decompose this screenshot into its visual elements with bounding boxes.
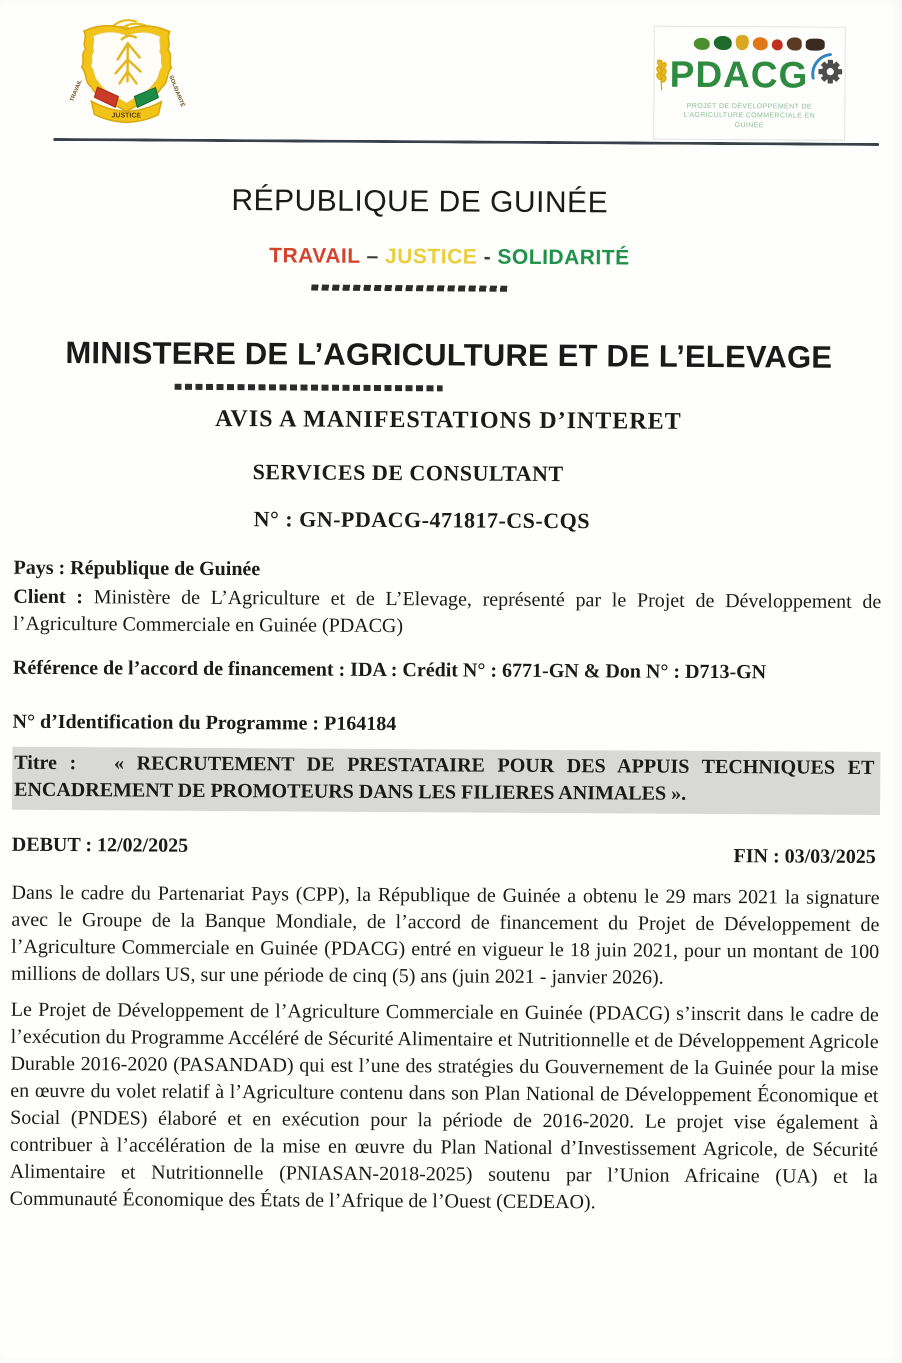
motto-dash1: – bbox=[366, 244, 379, 268]
dashed-divider bbox=[175, 384, 443, 392]
wheat-icon bbox=[654, 48, 667, 100]
client-label: Client : bbox=[13, 585, 84, 609]
title-highlight-block bbox=[12, 747, 880, 815]
pdacg-subtitle: PROJET DE DÉVELOPPEMENT DE L’AGRICULTURE COMMERCIALE EN GUINÉE bbox=[683, 102, 816, 130]
client-line bbox=[13, 584, 881, 643]
pdacg-acronym: PDACG bbox=[669, 53, 809, 96]
motto-justice: JUSTICE bbox=[385, 244, 478, 269]
gear-icon bbox=[810, 40, 845, 96]
ribbon-left-word: TRAVAIL bbox=[69, 78, 84, 103]
ribbon-right-word: SOLIDARITÉ bbox=[167, 74, 186, 108]
header bbox=[0, 0, 902, 143]
dates-row bbox=[11, 833, 880, 868]
ministry-title: MINISTERE DE L’AGRICULTURE ET DE L’ELEVAGE bbox=[65, 335, 833, 375]
client-value: Ministère de L’Agriculture et de L’Elevage, représenté par le Projet de Développement de l’Agriculture Commerciale en Guinée (PDACG) bbox=[13, 586, 882, 638]
program-id-line: N° d’Identification du Programme : P164184 bbox=[12, 710, 397, 736]
document-body bbox=[0, 555, 899, 1218]
notice-title: AVIS A MANIFESTATIONS D’INTERET bbox=[215, 405, 682, 435]
reference-number: N° : GN-PDACG-471817-CS-CQS bbox=[253, 506, 591, 534]
paragraph-2: Le Projet de Développement de l’Agriculture Commerciale en Guinée (PDACG) s’inscrit dans le cadre de l’exécution du Programme Accéléré de Sécurité Alimentaire et Nutritionnelle et de Développement Agricole Durable 2016-2020 (PASANDAD) qui est l’une des stratégies du Gouvernement de la Guinée pour la mise en œuvre du volet relatif à l’Agriculture contenu dans son Plan National de Développement Économique et Social (PNDES) élaboré et en exécution pour la période de 2016-2020. Le projet vise également à contribuer à l’accélération de la mise en œuvre du Plan National d’Investissement Agricole, de Sécurité Alimentaire et Nutritionnelle (PNIASAN-2018-2025) soutenu par l’Union Africaine (UA) et la Communauté Économique des États de l’Afrique de l’Ouest (CEDEAO). bbox=[9, 998, 879, 1214]
end-date: FIN : 03/03/2025 bbox=[733, 845, 876, 868]
republic-title: RÉPUBLIQUE DE GUINÉE bbox=[231, 184, 609, 220]
ribbon-center-word: JUSTICE bbox=[111, 112, 142, 120]
start-date: DEBUT : 12/02/2025 bbox=[11, 833, 189, 857]
motto-travail: TRAVAIL bbox=[269, 244, 361, 268]
services-title: SERVICES DE CONSULTANT bbox=[252, 459, 564, 487]
financing-reference-line: Référence de l’accord de financement : IDA : Crédit N° : 6771-GN & Don N° : D713-GN bbox=[12, 656, 767, 684]
titre-value: « RECRUTEMENT DE PRESTATAIRE POUR DES APPUIS TECHNIQUES ET ENCADREMENT DE PROMOTEURS DANS LES FILIERES ANIMALES ». bbox=[14, 752, 875, 805]
dashed-divider bbox=[311, 285, 507, 292]
national-motto bbox=[0, 243, 900, 273]
motto-solidarite: SOLIDARITÉ bbox=[497, 245, 630, 270]
paragraph-1: Dans le cadre du Partenariat Pays (CPP), la République de Guinée a obtenu le 29 mars 2021 la signature avec le Groupe de la Banque Mondiale, de l’accord de financement du Projet de Développement de l’Agriculture Commerciale en Guinée (PDACG) entré en vigueur le 18 juin 2021, pour un montant de 100 millions de dollars US, sur une période de cinq (5) ans (juin 2021 - janvier 2026). bbox=[10, 881, 880, 989]
titre-label: Titre : bbox=[14, 751, 77, 775]
guinea-coat-of-arms-icon bbox=[61, 14, 192, 137]
motto-dash2: - bbox=[483, 245, 492, 269]
country-line: Pays : République de Guinée bbox=[13, 556, 261, 581]
pdacg-logo bbox=[653, 26, 846, 141]
